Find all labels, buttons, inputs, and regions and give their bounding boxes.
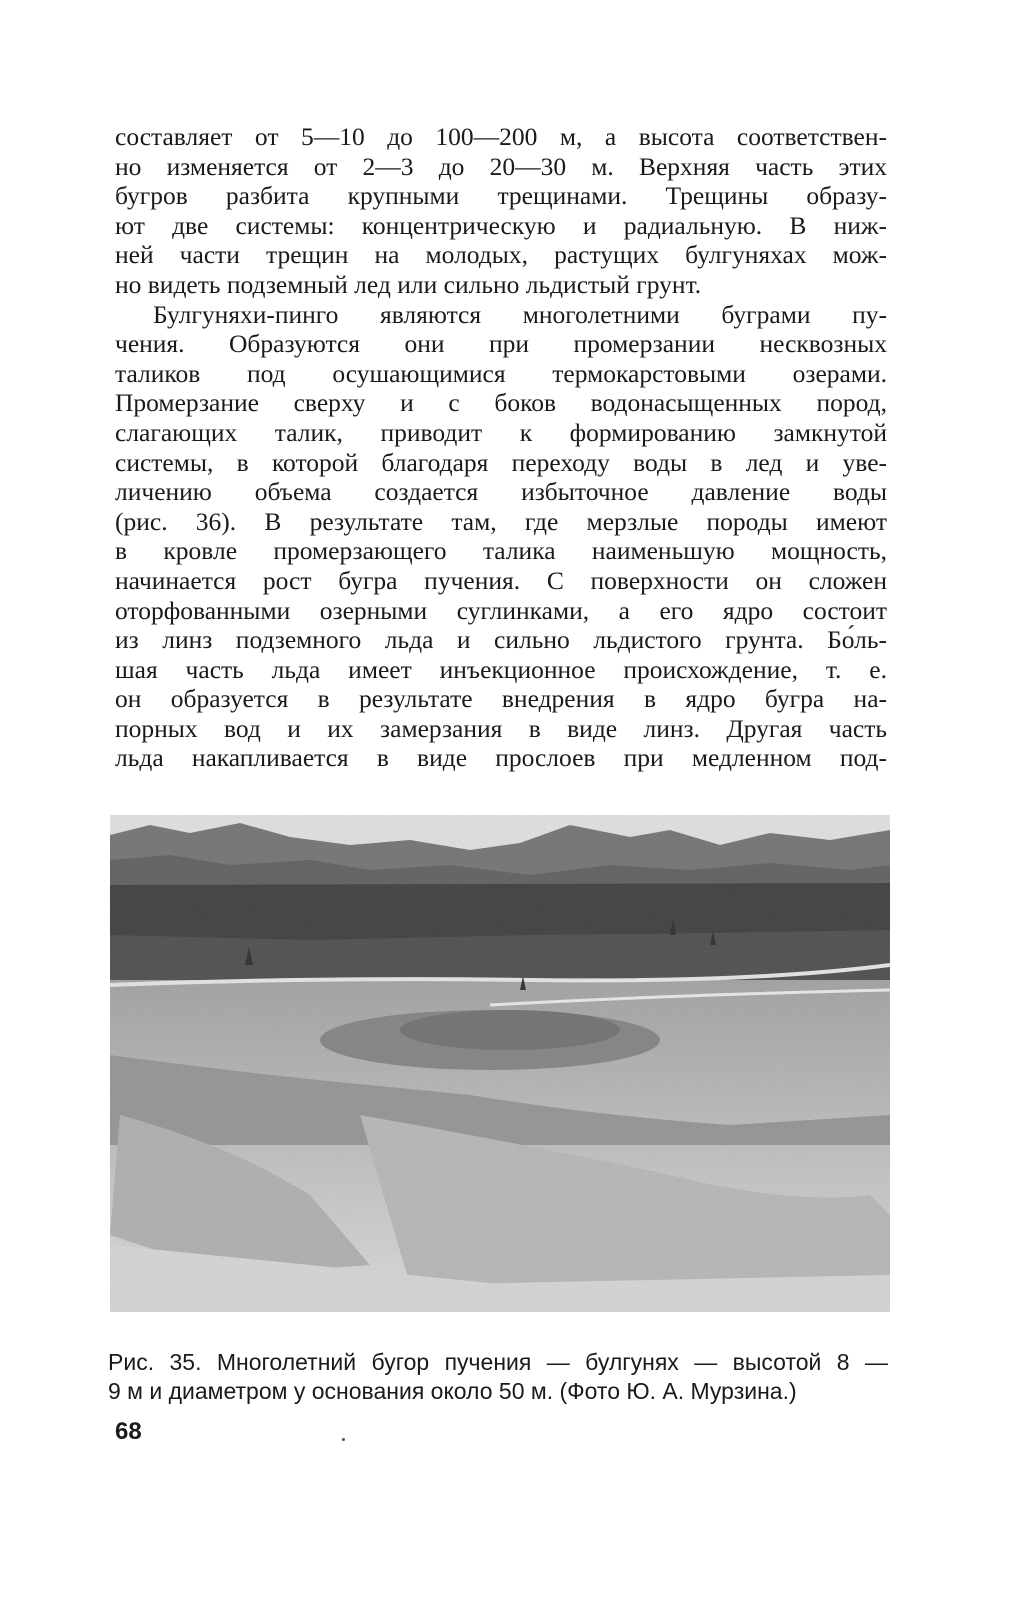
body-line: но видеть подземный лед или сильно льдистый грунт. (115, 269, 702, 299)
caption-line: 9 м и диаметром у основания около 50 м. (Фото Ю. А. Мурзина.) (108, 1378, 797, 1404)
body-line: Булгуняхи-пинго являются многолетними буграми пу- (153, 299, 887, 329)
body-line: из линз подземного льда и сильно льдистого грунта. Бо́ль- (115, 625, 887, 655)
body-line: бугров разбита крупными трещинами. Трещины образу- (115, 181, 887, 211)
body-line: но изменяется от 2—3 до 20—30 м. Верхняя часть этих (115, 151, 887, 181)
body-line: он образуется в результате внедрения в ядро бугра на- (115, 684, 887, 714)
landscape-photo (110, 815, 890, 1312)
body-line: системы, в которой благодаря переходу воды в лед и уве- (115, 447, 887, 477)
body-line: (рис. 36). В результате там, где мерзлые породы имеют (115, 506, 887, 536)
body-text (115, 122, 887, 773)
body-line: порных вод и их замерзания в виде линз. Другая часть (115, 713, 887, 743)
body-line: составляет от 5—10 до 100—200 м, а высота соответствен- (115, 122, 887, 151)
body-line: начинается рост бугра пучения. С поверхности он сложен (115, 565, 887, 595)
body-line: чения. Образуются они при промерзании несквозных (115, 329, 887, 359)
body-line: ней части трещин на молодых, растущих булгуняхах мож- (115, 240, 887, 270)
body-line: таликов под осушающимися термокарстовыми озерами. (115, 358, 887, 388)
body-line: слагающих талик, приводит к формированию замкнутой (115, 417, 887, 447)
figure-photo (110, 815, 890, 1312)
body-line: в кровле промерзающего талика наименьшую мощность, (115, 536, 887, 566)
body-line: Промерзание сверху и с боков водонасыщенных пород, (115, 388, 887, 418)
body-line: ют две системы: концентрическую и радиальную. В ниж- (115, 210, 887, 240)
body-line: личению объема создается избыточное давление воды (115, 477, 887, 507)
print-speck (342, 1438, 345, 1441)
figure-caption (108, 1348, 888, 1406)
body-line: оторфованными озерными суглинками, а его ядро состоит (115, 595, 887, 625)
body-line: льда накапливается в виде прослоев при медленном под- (115, 743, 887, 773)
page-number: 68 (115, 1418, 142, 1445)
caption-line: Рис. 35. Многолетний бугор пучения — булгунях — высотой 8 — (108, 1349, 888, 1375)
body-line: шая часть льда имеет инъекционное происхождение, т. е. (115, 654, 887, 684)
